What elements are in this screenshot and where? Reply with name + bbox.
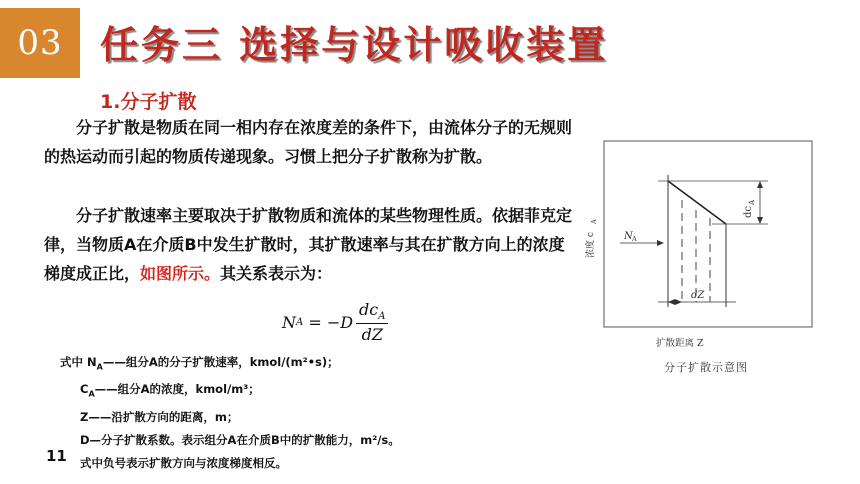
diagram-caption: 分子扩散示意图 [664,361,748,374]
note-diffusivity: D—分子扩散系数。表示组分A在介质B中的扩散能力，m²/s。 [80,432,400,447]
formula-lhs-subscript: A [296,316,304,328]
diffusion-diagram [584,140,814,380]
diagram-ylabel [584,219,598,258]
note-flux-subscript: A [96,362,103,372]
dc-arrow-down [757,217,763,224]
flux-label-sub: A [632,235,637,243]
dc-label-sub: A [748,199,756,205]
note-concentration [60,378,400,405]
paragraph-definition-text: 分子扩散是物质在同一相内存在浓度差的条件下，由流体分子的无规则的热运动而引起的物质传递现象。习惯上把分子扩散称为扩散。 [44,118,573,166]
fick-law-formula [282,300,388,344]
flux-label: N [624,231,633,242]
slide-title: 任务三 选择与设计吸收装置 [100,23,609,67]
dc-label-text: dc [743,205,754,218]
section-number: 03 [17,23,63,63]
formula-numerator-text: dc [359,300,379,319]
diagram-xlabel: 扩散距离 Z [656,338,704,349]
paragraph-fick-law [44,201,574,288]
concentration-profile [668,181,726,224]
formula-notes [60,351,400,475]
formula-denominator: dZ [361,325,383,345]
dc-label [743,199,756,218]
note-flux-desc: ——组分A的分子扩散速率，kmol/(m²•s)； [102,355,339,369]
diagram-ylabel-text: 浓度 c [586,232,596,258]
note-concentration-desc: ——组分A的浓度，kmol/m³； [94,382,260,397]
formula-equals: = −D [303,312,354,332]
paragraph-definition [44,113,574,171]
section-number-badge [0,8,80,78]
figure-reference: 如图所示。 [140,264,221,283]
section-subtitle: 1.分子扩散 [100,91,197,113]
diagram-frame [604,141,812,327]
dz-arrow-left [668,299,675,305]
note-concentration-subscript: A [88,389,95,399]
note-concentration-symbol: C [80,382,89,397]
note-flux-symbol: 式中 N [60,355,97,369]
note-sign: 式中负号表示扩散方向与浓度梯度相反。 [80,455,287,470]
paragraph-fick-tail: 其关系表示为： [220,264,333,283]
dc-arrow-up [757,181,763,188]
formula-fraction [356,300,388,344]
flux-arrowhead [657,240,664,246]
paragraph-fick-lead: 分子扩散速率主要取决于扩散物质和流体的某些物理性质。依据菲克定律，当物质A在介质B中发生扩散时，其扩散速率与其在扩散方向上的浓度梯度成正比， [44,206,573,283]
dz-label: dZ [691,290,705,301]
formula-lhs: N [282,312,296,332]
dz-arrow-right [675,299,682,305]
note-distance: Z——沿扩散方向的距离，m； [80,409,239,424]
note-flux [60,351,400,378]
formula-numerator-subscript: A [378,311,386,323]
page-number: 11 [46,447,67,465]
diagram-ylabel-sub: A [590,219,598,224]
formula-numerator [356,300,388,324]
